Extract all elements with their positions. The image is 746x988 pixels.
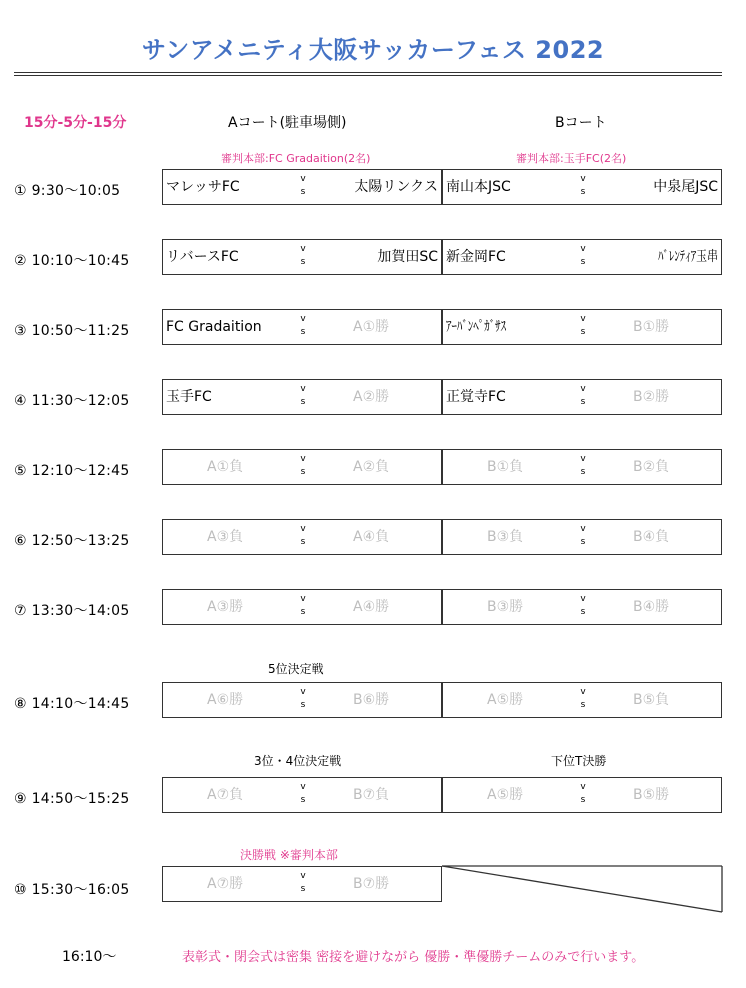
team-b-away-placeholder: B④勝 — [633, 599, 670, 615]
court-b-match — [442, 449, 722, 485]
vs-mark: v s — [580, 384, 586, 407]
court-a-match — [162, 169, 442, 205]
title-rule-double — [14, 75, 722, 76]
team-a-home-placeholder: A⑥勝 — [207, 692, 244, 708]
match-time: ⑧ 14:10〜14:45 — [14, 696, 130, 712]
court-b-match — [442, 519, 722, 555]
team-b-home-placeholder: A⑤勝 — [487, 692, 524, 708]
team-a-home: リバースFC — [166, 249, 239, 265]
vs-mark: v s — [300, 524, 306, 547]
match-time: ③ 10:50〜11:25 — [14, 323, 130, 339]
ceremony-note: 表彰式・閉会式は密集 密接を避けながら 優勝・準優勝チームのみで行います。 — [182, 950, 645, 965]
section-third-fourth: 3位・4位決定戦 — [254, 754, 342, 768]
team-b-home: 南山本JSC — [446, 179, 511, 195]
court-a-match — [162, 239, 442, 275]
timing-label: 15分-5分-15分 — [24, 115, 127, 131]
team-a-home: FC Gradaition — [166, 319, 262, 335]
court-b-match — [442, 379, 722, 415]
team-a-home-placeholder: A③勝 — [207, 599, 244, 615]
team-a-home: マレッサFC — [166, 179, 240, 195]
team-b-home-placeholder: A⑤勝 — [487, 787, 524, 803]
team-b-home: 正覚寺FC — [446, 389, 506, 405]
team-a-away: 加賀田SC — [377, 249, 438, 265]
court-a-match — [162, 309, 442, 345]
vs-mark: v s — [580, 687, 586, 710]
court-a-match — [162, 519, 442, 555]
court-b-match — [442, 169, 722, 205]
team-a-away-placeholder: B⑥勝 — [353, 692, 390, 708]
vs-mark: v s — [300, 594, 306, 617]
court-a-match — [162, 866, 442, 902]
team-b-away: ﾊﾞﾚﾝﾃｨｱ玉串 — [657, 249, 718, 265]
team-b-away-placeholder: B①勝 — [633, 319, 670, 335]
team-b-away-placeholder: B②勝 — [633, 389, 670, 405]
team-a-home-placeholder: A①負 — [207, 459, 244, 475]
team-a-home-placeholder: A⑦勝 — [207, 876, 244, 892]
vs-mark: v s — [580, 454, 586, 477]
section-fifth-place: 5位決定戦 — [268, 662, 324, 676]
vs-mark: v s — [580, 174, 586, 197]
team-b-home-placeholder: B③勝 — [487, 599, 524, 615]
team-b-home: ｱｰﾊﾞﾝﾍﾟｶﾞｻｽ — [446, 319, 507, 335]
team-b-away-placeholder: B④負 — [633, 529, 670, 545]
team-a-home-placeholder: A③負 — [207, 529, 244, 545]
match-time: ② 10:10〜10:45 — [14, 253, 130, 269]
team-a-away-placeholder: B⑦負 — [353, 787, 390, 803]
team-a-home: 玉手FC — [166, 389, 212, 405]
team-b-home: 新金岡FC — [446, 249, 506, 265]
team-a-away-placeholder: A②負 — [353, 459, 390, 475]
section-lower-final: 下位T決勝 — [551, 754, 607, 768]
vs-mark: v s — [300, 244, 306, 267]
court-b-match — [442, 777, 722, 813]
match-time: ⑩ 15:30〜16:05 — [14, 882, 130, 898]
diagonal-strike-line — [442, 866, 722, 912]
court-a-match — [162, 682, 442, 718]
court-a-header: Aコート(駐車場側) — [228, 115, 347, 131]
match-time: ⑤ 12:10〜12:45 — [14, 463, 130, 479]
team-b-away: 中泉尾JSC — [653, 179, 718, 195]
vs-mark: v s — [580, 314, 586, 337]
team-a-away: 太陽リンクス — [354, 179, 438, 195]
court-a-match — [162, 589, 442, 625]
vs-mark: v s — [300, 454, 306, 477]
match-time: ⑨ 14:50〜15:25 — [14, 791, 130, 807]
team-b-away-placeholder: B②負 — [633, 459, 670, 475]
page-title: サンアメニティ大阪サッカーフェス 2022 — [141, 36, 605, 64]
vs-mark: v s — [300, 314, 306, 337]
vs-mark: v s — [580, 524, 586, 547]
vs-mark: v s — [300, 871, 306, 894]
court-b-match — [442, 239, 722, 275]
team-a-away-placeholder: A④勝 — [353, 599, 390, 615]
referee-a-note: 審判本部:FC Gradaition(2名) — [221, 152, 371, 165]
court-b-match — [442, 682, 722, 718]
team-b-away-placeholder: B⑤負 — [633, 692, 670, 708]
vs-mark: v s — [580, 782, 586, 805]
vs-mark: v s — [300, 782, 306, 805]
match-time: ⑥ 12:50〜13:25 — [14, 533, 130, 549]
team-a-away-placeholder: A①勝 — [353, 319, 390, 335]
team-a-away-placeholder: B⑦勝 — [353, 876, 390, 892]
team-a-away-placeholder: A④負 — [353, 529, 390, 545]
court-b-match — [442, 309, 722, 345]
vs-mark: v s — [300, 687, 306, 710]
vs-mark: v s — [300, 174, 306, 197]
referee-b-note: 審判本部:玉手FC(2名) — [516, 152, 627, 165]
vs-mark: v s — [580, 244, 586, 267]
vs-mark: v s — [300, 384, 306, 407]
team-b-home-placeholder: B①負 — [487, 459, 524, 475]
section-final: 決勝戦 ※審判本部 — [240, 848, 338, 862]
team-a-home-placeholder: A⑦負 — [207, 787, 244, 803]
vs-mark: v s — [580, 594, 586, 617]
court-a-match — [162, 777, 442, 813]
team-b-home-placeholder: B③負 — [487, 529, 524, 545]
title-rule — [14, 72, 722, 73]
match-time: ⑦ 13:30〜14:05 — [14, 603, 130, 619]
match-time: ④ 11:30〜12:05 — [14, 393, 130, 409]
team-a-away-placeholder: A②勝 — [353, 389, 390, 405]
ceremony-time: 16:10〜 — [62, 949, 117, 965]
court-b-header: Bコート — [555, 115, 607, 131]
court-a-match — [162, 449, 442, 485]
court-b-match — [442, 589, 722, 625]
match-time: ① 9:30〜10:05 — [14, 183, 121, 199]
court-a-match — [162, 379, 442, 415]
team-b-away-placeholder: B⑤勝 — [633, 787, 670, 803]
